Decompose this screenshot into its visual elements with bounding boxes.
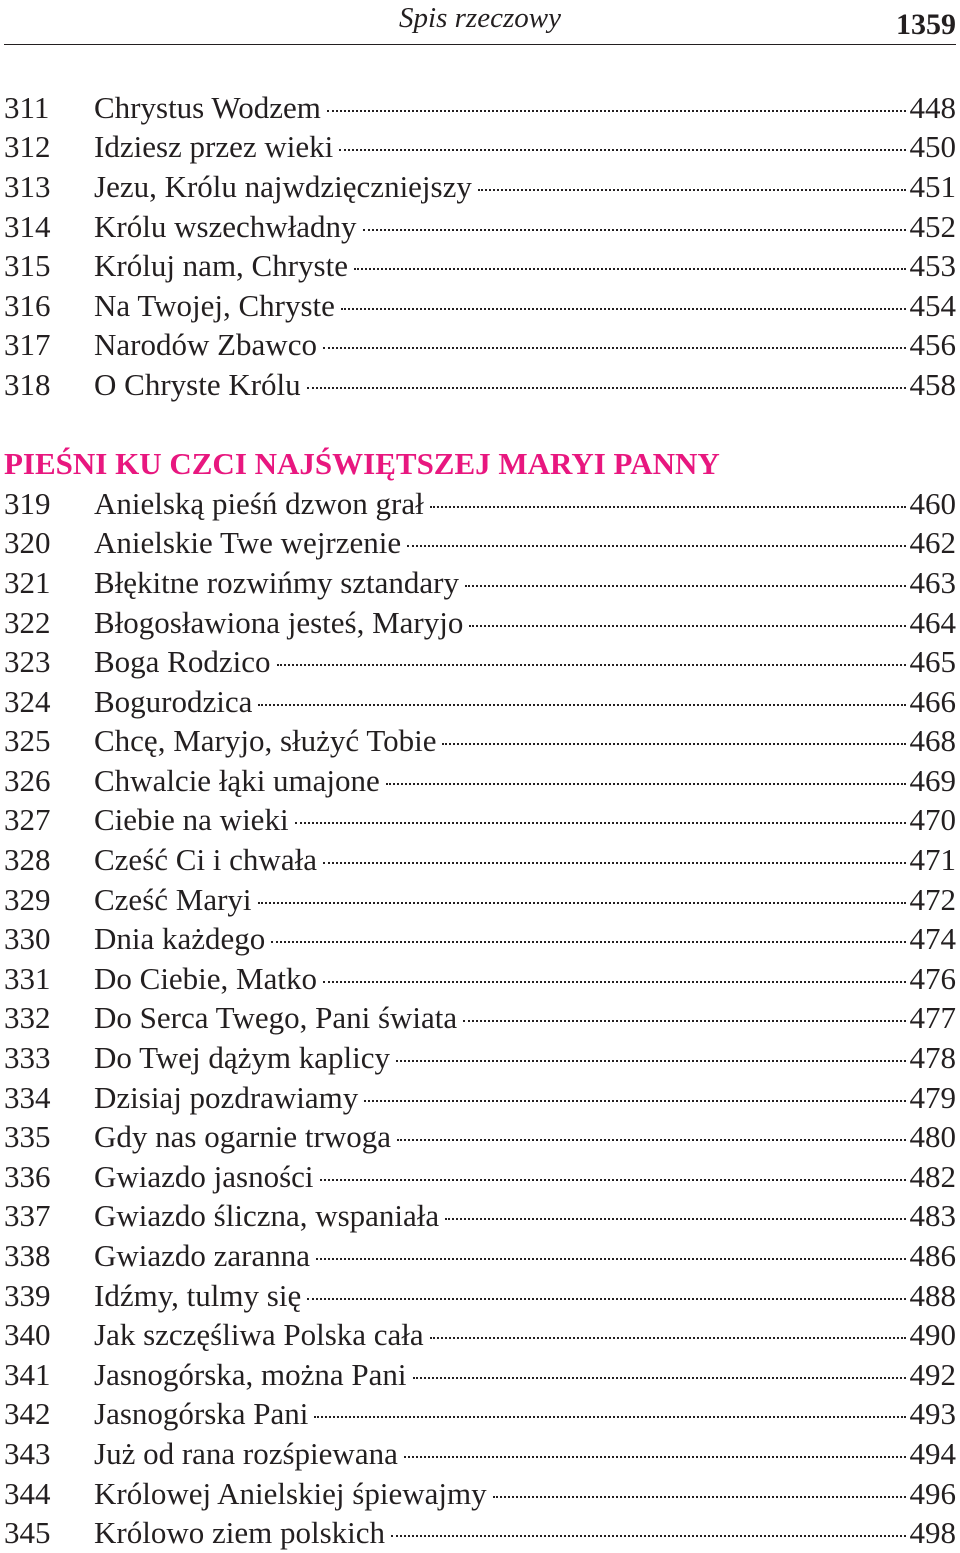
entry-title: Gdy nas ogarnie trwoga	[94, 1119, 391, 1155]
entry-title: Bogurodzica	[94, 683, 253, 719]
dot-leader	[363, 229, 906, 231]
header-rule	[4, 44, 956, 45]
table-of-contents	[0, 88, 960, 1553]
entry-number: 319	[4, 485, 51, 521]
toc-entry	[0, 563, 960, 603]
entry-line	[94, 169, 956, 205]
entry-page: 482	[909, 1158, 956, 1194]
entry-line	[94, 842, 956, 878]
entry-page: 465	[909, 644, 956, 680]
section-b-list	[0, 484, 960, 1553]
entry-line	[94, 1278, 956, 1314]
dot-leader	[316, 1258, 905, 1260]
toc-entry	[0, 1078, 960, 1118]
entry-page: 483	[909, 1198, 956, 1234]
toc-entry	[0, 1474, 960, 1514]
dot-leader	[445, 1218, 905, 1220]
entry-line	[94, 605, 956, 641]
entry-title: Jasnogórska, można Pani	[94, 1356, 407, 1392]
section-a-list	[0, 88, 960, 405]
entry-title: Idźmy, tulmy się	[94, 1277, 302, 1313]
entry-title: Królu wszechwładny	[94, 208, 357, 244]
entry-page: 496	[909, 1475, 956, 1511]
entry-title: Dnia każdego	[94, 921, 266, 957]
entry-number: 316	[4, 287, 51, 323]
entry-page: 478	[909, 1040, 956, 1076]
entry-line	[94, 1119, 956, 1155]
toc-entry	[0, 246, 960, 286]
entry-page: 456	[909, 327, 956, 363]
toc-entry	[0, 959, 960, 999]
dot-leader	[295, 822, 906, 824]
toc-entry	[0, 286, 960, 326]
entry-title: O Chryste Królu	[94, 366, 301, 402]
entry-line	[94, 1080, 956, 1116]
entry-page: 479	[909, 1079, 956, 1115]
toc-entry	[0, 1117, 960, 1157]
entry-line	[94, 1436, 956, 1472]
entry-number: 337	[4, 1198, 51, 1234]
entry-number: 321	[4, 564, 51, 600]
toc-entry	[0, 1276, 960, 1316]
entry-page: 451	[909, 168, 956, 204]
entry-title: Jasnogórska Pani	[94, 1396, 309, 1432]
dot-leader	[493, 1496, 906, 1498]
toc-entry	[0, 840, 960, 880]
entry-number: 330	[4, 921, 51, 957]
entry-line	[94, 1476, 956, 1512]
entry-line	[94, 1317, 956, 1353]
entry-number: 326	[4, 762, 51, 798]
toc-entry	[0, 1236, 960, 1276]
entry-page: 452	[909, 208, 956, 244]
entry-title: Już od rana rozśpiewana	[94, 1435, 398, 1471]
entry-number: 323	[4, 644, 51, 680]
toc-entry	[0, 128, 960, 168]
entry-line	[94, 1040, 956, 1076]
entry-line	[94, 1396, 956, 1432]
dot-leader	[364, 1100, 905, 1102]
entry-title: Chwalcie łąki umajone	[94, 762, 380, 798]
entry-title: Gwiazdo jasności	[94, 1158, 314, 1194]
entry-line	[94, 961, 956, 997]
entry-number: 312	[4, 129, 51, 165]
entry-line	[94, 684, 956, 720]
entry-title: Błogosławiona jesteś, Maryjo	[94, 604, 464, 640]
entry-title: Dzisiaj pozdrawiamy	[94, 1079, 359, 1115]
toc-entry	[0, 326, 960, 366]
entry-title: Ciebie na wieki	[94, 802, 289, 838]
page-header	[0, 0, 960, 46]
entry-title: Jezu, Królu najwdzięczniejszy	[94, 168, 472, 204]
entry-line	[94, 1357, 956, 1393]
toc-entry	[0, 999, 960, 1039]
entry-number: 325	[4, 723, 51, 759]
entry-line	[94, 486, 956, 522]
entry-number: 313	[4, 168, 51, 204]
entry-line	[94, 327, 956, 363]
entry-line	[94, 1000, 956, 1036]
entry-title: Do Ciebie, Matko	[94, 960, 317, 996]
entry-page: 463	[909, 564, 956, 600]
entry-page: 471	[909, 842, 956, 878]
entry-title: Królowo ziem polskich	[94, 1515, 386, 1551]
entry-page: 468	[909, 723, 956, 759]
entry-title: Chrystus Wodzem	[94, 89, 321, 125]
dot-leader	[271, 941, 905, 943]
entry-number: 344	[4, 1475, 51, 1511]
dot-leader	[463, 1020, 905, 1022]
toc-entry	[0, 880, 960, 920]
entry-number: 336	[4, 1158, 51, 1194]
entry-line	[94, 1238, 956, 1274]
entry-title: Jak szczęśliwa Polska cała	[94, 1317, 424, 1353]
entry-title: Królowej Anielskiej śpiewajmy	[94, 1475, 487, 1511]
entry-line	[94, 248, 956, 284]
entry-page: 472	[909, 881, 956, 917]
dot-leader	[258, 704, 905, 706]
entry-page: 454	[909, 287, 956, 323]
entry-page: 490	[909, 1317, 956, 1353]
entry-number: 342	[4, 1396, 51, 1432]
toc-entry	[0, 682, 960, 722]
dot-leader	[307, 387, 906, 389]
entry-page: 460	[909, 485, 956, 521]
toc-entry	[0, 919, 960, 959]
entry-number: 318	[4, 366, 51, 402]
entry-page: 474	[909, 921, 956, 957]
dot-leader	[391, 1535, 905, 1537]
toc-entry	[0, 1197, 960, 1237]
dot-leader	[407, 545, 905, 547]
entry-page: 466	[909, 683, 956, 719]
entry-title: Do Twej dążym kaplicy	[94, 1040, 390, 1076]
entry-title: Boga Rodzico	[94, 644, 271, 680]
entry-page: 486	[909, 1238, 956, 1274]
entry-line	[94, 1159, 956, 1195]
entry-line	[94, 1515, 956, 1551]
toc-entry	[0, 1038, 960, 1078]
entry-page: 458	[909, 366, 956, 402]
entry-number: 332	[4, 1000, 51, 1036]
entry-number: 329	[4, 881, 51, 917]
entry-page: 448	[909, 89, 956, 125]
entry-page: 477	[909, 1000, 956, 1036]
dot-leader	[323, 981, 906, 983]
dot-leader	[386, 783, 906, 785]
entry-line	[94, 882, 956, 918]
dot-leader	[323, 862, 906, 864]
entry-title: Na Twojej, Chryste	[94, 287, 335, 323]
dot-leader	[307, 1298, 905, 1300]
entry-line	[94, 921, 956, 957]
dot-leader	[478, 189, 906, 191]
entry-number: 311	[4, 89, 50, 125]
entry-line	[94, 644, 956, 680]
entry-page: 488	[909, 1277, 956, 1313]
entry-page: 498	[909, 1515, 956, 1551]
section-heading: PIEŚNI KU CZCI NAJŚWIĘTSZEJ MARYI PANNY	[4, 446, 720, 482]
entry-title: Idziesz przez wieki	[94, 129, 334, 165]
entry-title: Anielskie Twe wejrzenie	[94, 525, 402, 561]
entry-number: 320	[4, 525, 51, 561]
page-number: 1359	[896, 8, 956, 41]
entry-number: 345	[4, 1515, 51, 1551]
entry-page: 476	[909, 960, 956, 996]
toc-entry	[0, 167, 960, 207]
dot-leader	[430, 506, 906, 508]
entry-number: 339	[4, 1277, 51, 1313]
entry-line	[94, 288, 956, 324]
toc-entry	[0, 1395, 960, 1435]
dot-leader	[323, 347, 906, 349]
toc-entry	[0, 524, 960, 564]
dot-leader	[314, 1416, 905, 1418]
dot-leader	[258, 902, 906, 904]
entry-title: Błękitne rozwińmy sztandary	[94, 564, 460, 600]
toc-entry	[0, 1355, 960, 1395]
entry-title: Cześć Maryi	[94, 881, 252, 917]
entry-number: 322	[4, 604, 51, 640]
toc-entry	[0, 1315, 960, 1355]
entry-number: 328	[4, 842, 51, 878]
toc-entry	[0, 365, 960, 405]
dot-leader	[341, 308, 906, 310]
entry-page: 464	[909, 604, 956, 640]
entry-page: 494	[909, 1435, 956, 1471]
entry-page: 462	[909, 525, 956, 561]
entry-line	[94, 723, 956, 759]
dot-leader	[396, 1060, 906, 1062]
entry-page: 469	[909, 762, 956, 798]
dot-leader	[465, 585, 905, 587]
entry-number: 333	[4, 1040, 51, 1076]
dot-leader	[327, 110, 906, 112]
dot-leader	[442, 743, 905, 745]
entry-line	[94, 209, 956, 245]
entry-number: 334	[4, 1079, 51, 1115]
toc-entry	[0, 722, 960, 762]
entry-number: 331	[4, 960, 51, 996]
entry-line	[94, 367, 956, 403]
entry-line	[94, 129, 956, 165]
toc-entry	[0, 207, 960, 247]
entry-title: Chcę, Maryjo, służyć Tobie	[94, 723, 437, 759]
toc-entry	[0, 761, 960, 801]
dot-leader	[339, 149, 905, 151]
dot-leader	[469, 625, 905, 627]
dot-leader	[413, 1377, 906, 1379]
toc-entry	[0, 801, 960, 841]
entry-page: 470	[909, 802, 956, 838]
entry-number: 314	[4, 208, 51, 244]
entry-number: 327	[4, 802, 51, 838]
entry-number: 324	[4, 683, 51, 719]
entry-title: Króluj nam, Chryste	[94, 248, 348, 284]
entry-number: 338	[4, 1238, 51, 1274]
entry-title: Narodów Zbawco	[94, 327, 317, 363]
entry-number: 343	[4, 1435, 51, 1471]
entry-page: 450	[909, 129, 956, 165]
entry-number: 335	[4, 1119, 51, 1155]
entry-number: 340	[4, 1317, 51, 1353]
entry-line	[94, 565, 956, 601]
entry-line	[94, 1198, 956, 1234]
entry-title: Do Serca Twego, Pani świata	[94, 1000, 458, 1036]
entry-number: 317	[4, 327, 51, 363]
entry-page: 492	[909, 1356, 956, 1392]
entry-page: 493	[909, 1396, 956, 1432]
toc-entry	[0, 1157, 960, 1197]
entry-line	[94, 525, 956, 561]
toc-entry	[0, 603, 960, 643]
entry-title: Cześć Ci i chwała	[94, 842, 317, 878]
entry-number: 315	[4, 248, 51, 284]
entry-line	[94, 763, 956, 799]
toc-entry	[0, 1513, 960, 1553]
entry-page: 453	[909, 248, 956, 284]
entry-line	[94, 90, 956, 126]
toc-entry	[0, 88, 960, 128]
dot-leader	[354, 268, 906, 270]
dot-leader	[404, 1456, 906, 1458]
entry-title: Gwiazdo zaranna	[94, 1238, 311, 1274]
entry-title: Anielską pieśń dzwon grał	[94, 485, 424, 521]
toc-entry	[0, 484, 960, 524]
entry-page: 480	[909, 1119, 956, 1155]
toc-entry	[0, 1434, 960, 1474]
dot-leader	[320, 1179, 906, 1181]
entry-line	[94, 802, 956, 838]
running-title: Spis rzeczowy	[399, 2, 561, 34]
dot-leader	[277, 664, 906, 666]
dot-leader	[430, 1337, 906, 1339]
entry-number: 341	[4, 1356, 51, 1392]
entry-title: Gwiazdo śliczna, wspaniała	[94, 1198, 440, 1234]
toc-entry	[0, 642, 960, 682]
dot-leader	[397, 1139, 906, 1141]
